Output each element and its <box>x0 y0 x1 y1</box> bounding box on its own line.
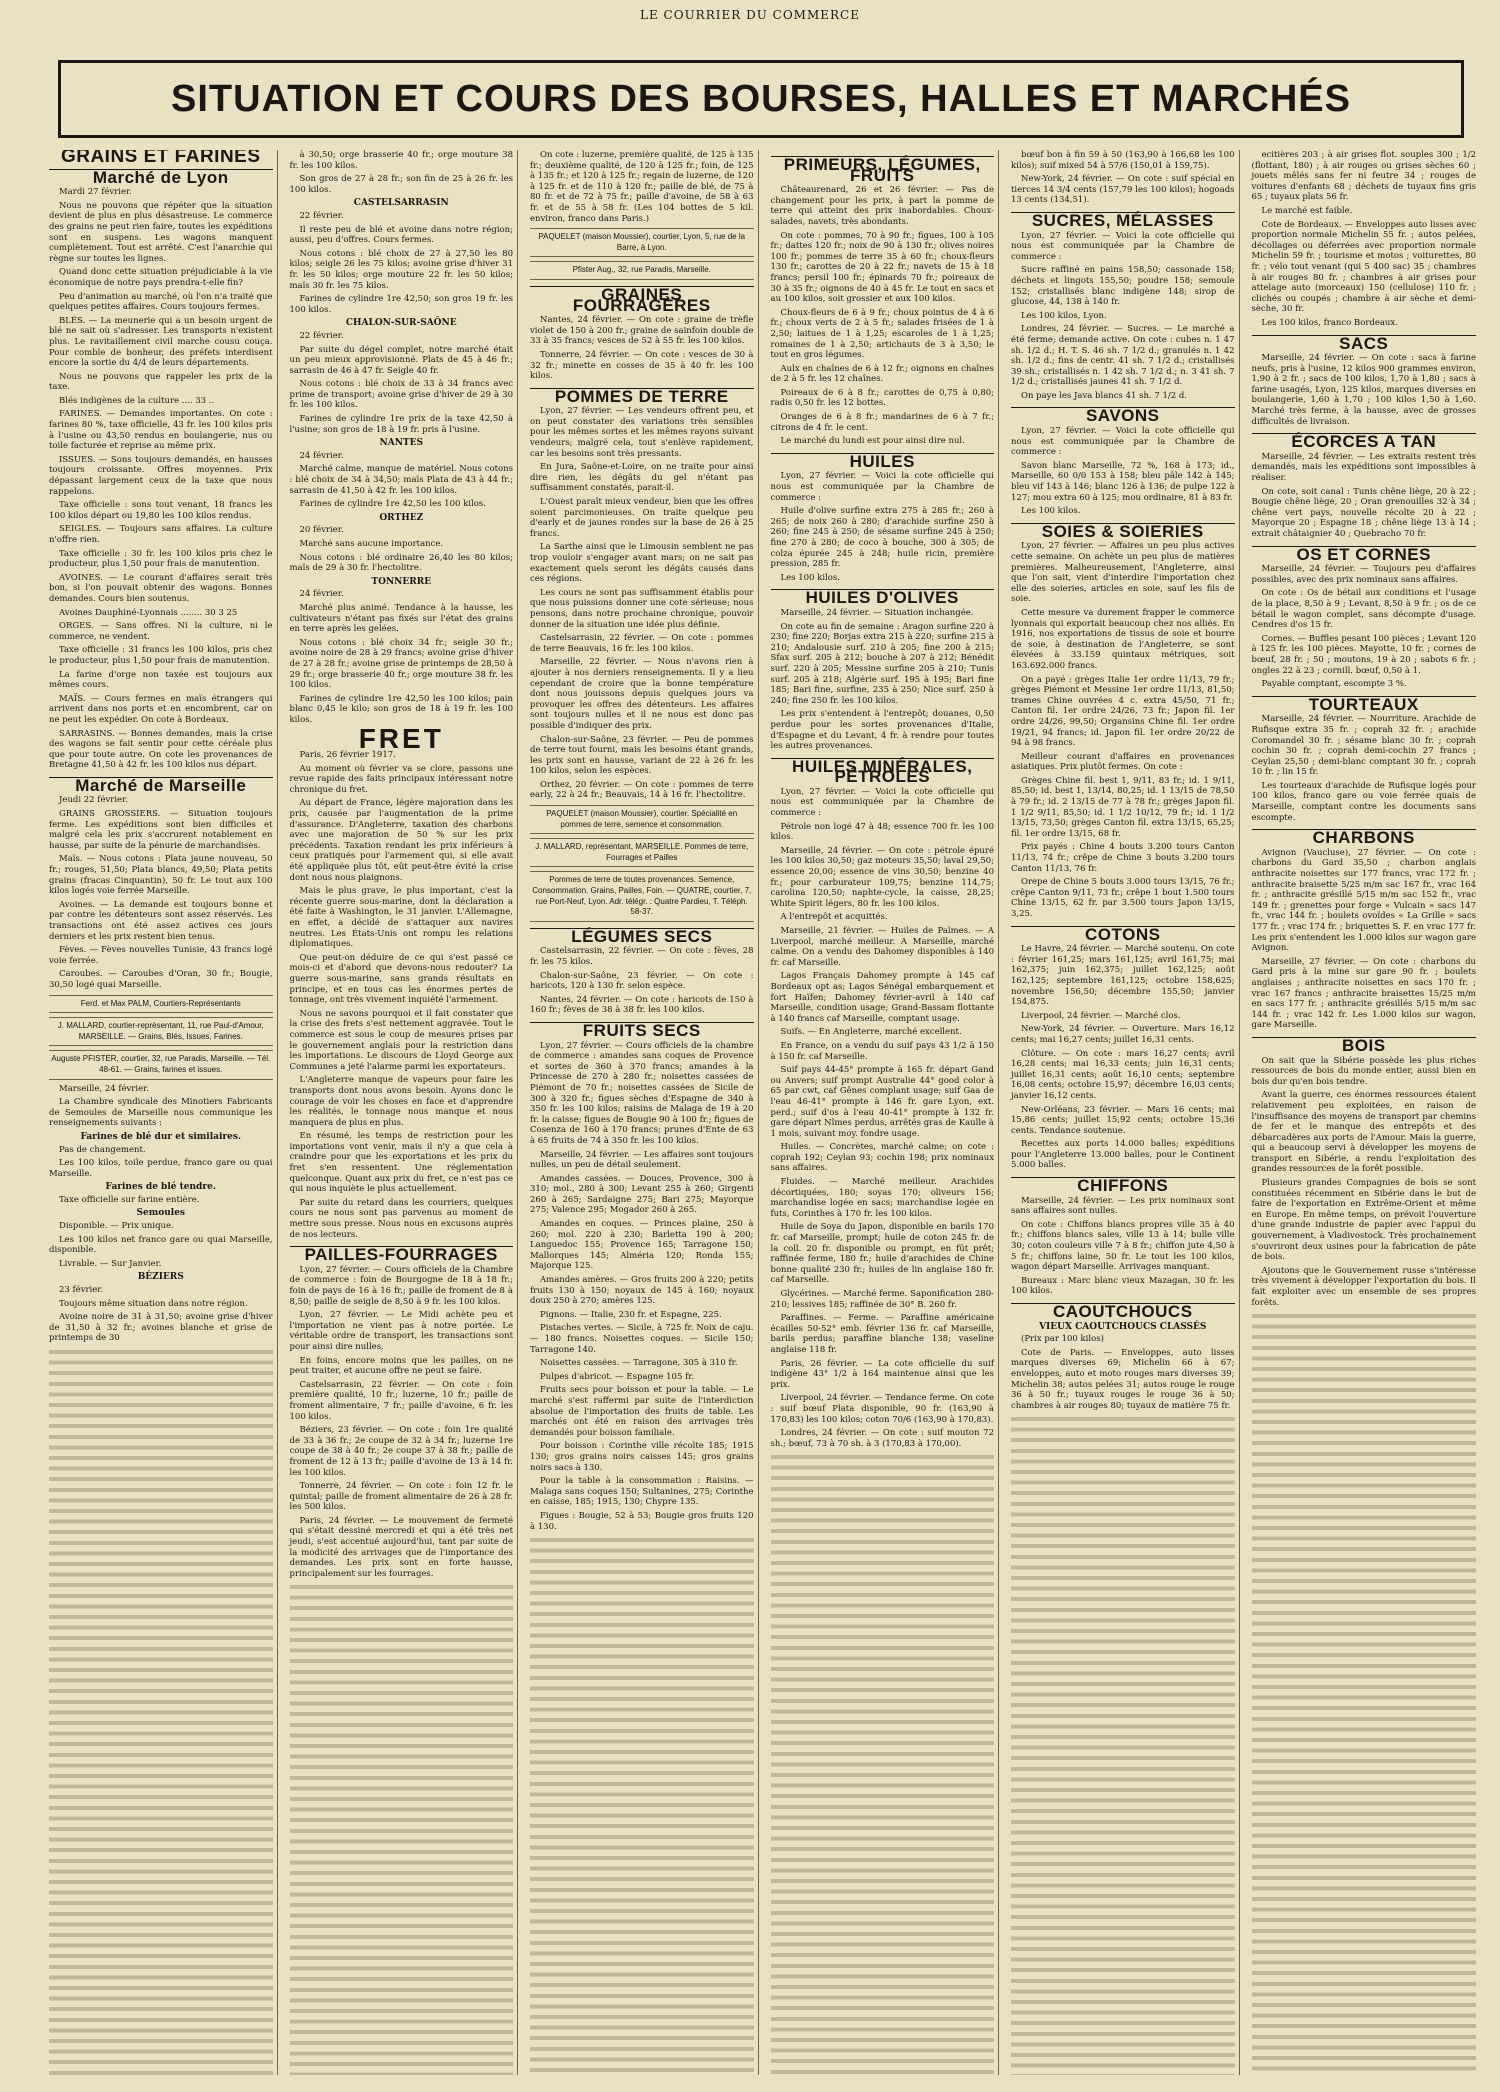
paragraph: Avoines Dauphiné-Lyonnais ........ 30 3 25 <box>59 607 238 618</box>
paragraph: La farine d'orge non taxée est toujours aux mêmes cours. <box>49 669 273 691</box>
paragraph: Grèges Chine fil. best 1, 9/11, 83 fr.; id. 1 9/11, 85,50; id. best 1, 13/14, 80,25; id. 1 13/15 de 78,50 à 79 fr.; id. 2 13/15 de 77 à 78 fr.; grèges Japon fil. 1 1/2 9/11, 85,50; id. 1 1/2 10/12, 79 fr.; id. 1 1/2 13/15, 73,50; grèges Canton fil. extra 13/15, 65,25; fil. 1er ordre 13/15, 68 fr. <box>1011 775 1235 839</box>
paragraph: Jeudi 22 février. <box>59 795 128 806</box>
paragraph: Lyon, 27 février. — Voici la cote officielle qui nous est communiquée par la Chambre de commerce : <box>1011 426 1235 458</box>
paragraph: Lyon, 27 février. — Affaires un peu plus actives cette semaine. On achète un peu plus de matières premières. Malheureusement, l'Angleterre, ainsi que l'on sait, vient d'interdire l'importation chez elle des soieries, articles en soie, sauf les fils de soie. <box>1011 541 1235 605</box>
paragraph: Ajoutons que le Gouvernement russe s'intéresse très vivement à développer l'exportation du bois. Il fait exploiter avec un ensemble de ses propres forêts. <box>1251 1265 1476 1308</box>
advertisement: Pfister Aug., 32, rue Paradis, Marseille. <box>530 261 754 280</box>
paragraph: 20 février. <box>299 525 344 536</box>
paragraph: Amandes amères. — Gros fruits 200 à 220; petits fruits 130 à 150; noyaux de 145 à 160; noyaux doux 250 à 270; amères 125. <box>530 1275 754 1307</box>
paragraph: Marseille, 27 février. — On cote : charbons du Gard pris à la mine sur gare 90 fr. ; boulets anglaises ; anthracite noisettes en sacs 170 fr. ; vrac 167 francs ; anthracite braisettes 15/25 m/m en sacs 177 fr. ; anthracite grésillés 5/15 m/m sac 144 fr. ; vrac 142 fr. Les 1.000 kilos sur wagon, gare Marseille. <box>1251 956 1476 1031</box>
paragraph: Caroubes. — Caroubes d'Oran, 30 fr.; Bougie, 30,50 logé quai Marseille. <box>49 969 273 990</box>
paragraph: Lyon, 27 février. — Voici la cote officielle qui nous est communiquée par la Chambre de commerce : <box>770 471 994 503</box>
paragraph: Marseille, 24 février. — Nourriture. Arachide de Rufisque extra 35 fr. ; coprah 32 fr. ; arachide Coromandel 30 fr. ; sésame blanc 30 fr. ; coprah cochin 30 fr. ; coprah demi-cochin 27 francs ; Ceylan 25,50 ; demi-blanc comptant 30 fr. ; coprah 10 fr. ; lin 15 fr. <box>1251 714 1476 778</box>
paragraph: AVOINES. — Le courant d'affaires serait très bon, si l'on pouvait obtenir des wagons. Bonnes demandes. Cours bien soutenus. <box>49 572 273 604</box>
paragraph: Castelsarrasin, 22 février. — On cote : foin première qualité, 10 fr.; luzerne, 10 fr.; paille de froment alimentaire, 7 fr.; paille d'avoine, 6 fr. les 100 kilos. <box>289 1379 513 1422</box>
paragraph: Farines de cylindre 1re 42,50 les 100 kilos. <box>299 499 486 510</box>
paragraph: Liverpool, 24 février. — Tendance ferme. On cote : suif bœuf Plata disponible, 90 fr. (163,90 à 170,83) les 100 kilos; coton 70/6 (163,90 à 170,83). <box>770 1393 994 1425</box>
paragraph: Peu d'animation au marché, où l'on n'a traité que quelques petites affaires. Cours toujours fermes. <box>49 291 273 313</box>
paragraph: Marseille, 24 février. — On cote : sacs à farine neufs, pris à l'usine, 12 kilos 900 grammes environ, 1,90 à 2 fr. ; sacs de 100 kilos, 1,70 à 1,80 ; sacs à farine usagés, Lyon, 125 kilos, marques diverses en boulangerie, 1,60 à 1,70 ; 100 kilos 1,50 à 1,60. Marché très ferme, à la hausse, avec de grosses difficultés de livraison. <box>1251 353 1476 427</box>
paragraph: Figues : Bougie, 52 à 53; Bougie gros fruits 120 à 130. <box>530 1510 754 1532</box>
section-heading: HUILES D'OLIVES <box>771 589 995 604</box>
banner-title: SITUATION ET COURS DES BOURSES, HALLES ET MARCHÉS <box>171 77 1351 120</box>
paragraph: Bureaux : Marc blanc vieux Mazagan, 30 fr. les 100 kilos. <box>1011 1275 1235 1297</box>
paragraph: Marseille, 24 février. — Toujours peu d'affaires possibles, avec des prix nominaux sans affaires. <box>1251 564 1476 585</box>
paragraph: Tonnerre, 24 février. — On cote : vesces de 30 à 32 fr.; minette en cosses de 35 à 40 fr. les 100 kilos. <box>530 349 754 382</box>
paragraph: 23 février. <box>59 1285 104 1296</box>
paragraph: Glycérines. — Marché ferme. Saponification 280-210; lessives 185; raffinée de 30° B. 260 fr. <box>770 1289 994 1310</box>
paragraph: Marseille, 24 février. — Les prix nominaux sont sans affaires sont nulles. <box>1011 1195 1235 1217</box>
paragraph: 22 février. <box>299 210 344 221</box>
paragraph: Fluides. — Marché meilleur. Arachides décortiquées, 180; soyas 170; oliveurs 156; marchandise logée en sacs; marchandise logée en futs, Corinthes à 170 fr. les 100 kilos. <box>770 1177 994 1219</box>
paragraph: Le Havre, 24 février. — Marché soutenu. On cote : février 161,25; mars 161,125; avril 161,75; mai 162,375; juin 162,375; juillet 162,125; août 162,125; septembre 161,125; octobre 158,625; novembre 156,50; décembre 155,50; janvier 154,875. <box>1011 944 1235 1008</box>
paragraph: MAÏS. — Cours fermes en maïs étrangers qui arrivent dans nos ports et en encombrent, car on ne peut les expédier. On cote à Bordeaux. <box>49 693 273 725</box>
paragraph: SEIGLES. — Toujours sans affaires. La culture n'offre rien. <box>49 524 273 545</box>
banner <box>58 60 1464 138</box>
paragraph: Nous ne savons pourquoi et il fait constater que la crise des frets s'est nettement aggravée. Tout le commerce est sous le coup de mesures prises par le gouvernement anglais pour la restriction dans les importations. Le discours de Lloyd George aux Communes a jeté l'alarme parmi les exportateurs. <box>289 1008 513 1072</box>
paragraph: ORGES. — Sans offres. Ni la culture, ni le commerce, ne vendent. <box>49 621 273 642</box>
column-6 <box>1248 150 1481 2075</box>
sub-heading: CASTELSARRASIN <box>353 198 449 209</box>
section-heading: FRET <box>358 722 444 754</box>
paragraph: L'Angleterre manque de vapeurs pour faire les transports dont nous avons besoin. Ayons donc le courage de voir les choses en face et d'apprendre les réalités, le tonnage nous manque et nous manquera de plus en plus. <box>289 1075 513 1128</box>
sub-heading: TONNERRE <box>371 576 432 587</box>
paragraph: Oranges de 6 à 8 fr.; mandarines de 6 à 7 fr.; citrons de 4 fr. le cent. <box>770 412 994 433</box>
paragraph: Le marché est faible. <box>1261 205 1353 216</box>
paragraph: 22 février. <box>299 330 344 341</box>
paragraph: Lagos Français Dahomey prompte à 145 caf Bordeaux opt as; Lagos Sénégal embarquement et fort Haïfen; Dahomey février-avril à 140 caf Marseille, condition usage; Grand-Bassam flottante à 140 francs caf Marseille, comptant usage. <box>770 971 994 1024</box>
section-heading: SUCRES, MÉLASSES <box>1011 212 1235 227</box>
paragraph: On cote : pommes, 70 à 90 fr.; figues, 100 à 105 fr.; dattes 120 fr.; noix de 90 à 130 fr.; olives noires 100 fr.; pommes de terre 35 à 60 fr.; choux-fleurs 130 fr.; carottes de 20 à 22 fr.; navets de 15 à 18 francs; persil 100 fr.; épinards 70 fr.; poireaux de 30 à 35 fr.; oignons de 40 à 45 fr. Le tout en sacs et au 100 kilos, soit grossier et aux 100 kilos. <box>770 230 994 305</box>
paragraph: Marseille, 22 février. — Nous n'avons rien à ajouter à nos derniers renseignements. Il y a lieu cependant de croire que la bonne température dont nous jouissons depuis quelques jours va provoquer les offres des détenteurs. Les affaires sont toujours nulles et il ne nous est donc pas possible d'indiquer des prix. <box>530 657 754 731</box>
paragraph: Fruits secs pour boisson et pour la table. — Le marché s'est raffermi par suite de l'interdiction absolue de l'importation des fruits de table. Les marchés ont été en raison des arrivages très demandés pour boisson familiale. <box>530 1385 754 1438</box>
paragraph: En résumé, les temps de restriction pour les importations vont venir, mais il n'y a que cela à craindre pour que les exportations et les prix du fret s'en ressentent. Une réglementation quelconque. Quant aux prix du fret, ce n'est pas ce qui nous inquiète le plus actuellement. <box>289 1131 513 1195</box>
paragraph: ISSUES. — Sons toujours demandés, en hausses toujours croissante. Offres moyennes. Prix dépassant largement ceux de la taxe que nous rappelons. <box>49 454 273 497</box>
paragraph: Nous ne pouvons que rappeler les prix de la taxe. <box>49 371 273 393</box>
paragraph: GRAINS GROSSIERS. — Situation toujours ferme. Les expéditions sont bien difficiles et malgré cela les prix s'accrurent notablement en hausse, par suite de la pénurie de marchandises. <box>49 809 273 851</box>
paragraph: Farines de cylindre 1re 42,50 les 100 kilos; pain blanc 0,45 le kilo; son gros de 18 à 19 fr. les 100 kilos. <box>289 693 513 725</box>
paragraph: Amandes en coques. — Princes plaine, 250 à 260; mol. 220 à 230; Barletta 190 à 200; Languedoc 155; Provence 165; Tarragone 150; Mallorques 145; Alméria 120; Ronda 155; Majorque 125. <box>530 1219 754 1272</box>
section-heading: BOIS <box>1252 1037 1477 1052</box>
paragraph: Cote de Paris. — Enveloppes, auto lisses marques diverses 69; Michelin 66 à 67; enveloppes, auto et moto rouges mars diverses 39; Michelin 38; autos pelées 31; autos rouge le rouge 36 à 50 fr.; tuyaux rouges le rouge 36 à 50; chambres à air rouges 80; tuyaux de matière 75 fr. <box>1011 1347 1235 1411</box>
paragraph: Taxe officielle : sons tout venant, 18 francs les 100 kilos départ ou 19,80 les 100 kilos rendus. <box>49 500 273 521</box>
sub-heading: VIEUX CAOUTCHOUCS CLASSÉS <box>1039 1321 1207 1332</box>
paragraph: à 30,50; orge brasserie 40 fr.; orge mouture 38 fr. les 100 kilos. <box>289 150 513 171</box>
paragraph: Avant la guerre, ces énormes ressources étaient relativement peu exploitées, en raison de l'insuffisance des moyens de transport par chemins de fer et le manque des entrepôts et des débarcadères aux ports de l'Amour. Mais la guerre, qui a beaucoup servi à développer les moyens de transport en Sibérie, a rendu l'exploitation des grandes ressources de la forêt possible. <box>1251 1090 1476 1175</box>
section-heading: PAILLES-FOURRAGES <box>290 1246 514 1261</box>
section-heading: SACS <box>1252 335 1477 350</box>
paragraph: Marché sans aucune importance. <box>299 539 444 549</box>
paragraph: FARINES. — Demandes importantes. On cote : farines 80 %, taxe officielle, 43 fr. les 100 kilos pris à l'usine ou 43,50 rendus en boulangerie, nus ou toile facturée et reprise au même prix. <box>49 409 273 452</box>
paragraph: Maïs. — Nous cotons : Plata jaune nouveau, 50 fr.; rouges, 51,50; Plata blancs, 49,50; Plata petits grains (fracas Cinquantin), 50 fr. Le tout aux 100 kilos logés voie ferrée Marseille. <box>49 854 273 897</box>
column-5 <box>1007 150 1240 2075</box>
column-2 <box>286 150 519 2075</box>
paragraph: Le marché du lundi est pour ainsi dire nul. <box>780 436 965 447</box>
paragraph: Chalon-sur-Saône, 23 février. — On cote : haricots, 120 à 130 fr. selon espèce. <box>530 970 754 992</box>
paragraph: A l'entrepôt et acquittés. <box>780 912 888 923</box>
paragraph: Nantes, 24 février. — On cote : haricots de 150 à 160 fr.; fèves de 38 à 38 fr. les 100 kilos. <box>530 994 754 1016</box>
paragraph: Lyon, 27 février. — Cours officiels de la chambre de commerce : amandes sans coques de Provence et sortes de 360 à 370 francs; amandes à la Princesse de 270 à 280 fr.; noisettes cassées de Piémont de 70 fr.; noisettes cassées de Sicile de 300 à 320 fr.; figues sèches d'Espagne de 340 à 350 fr. les 100 kilos; raisins de Malaga de 19 à 20 fr. la caisse; figues de Bougie 90 à 100 fr.; figues de Cosenza de 160 à 170 francs; prunes d'Ente de 63 à 65 fruits de 74 à 350 fr. les 100 kilos. <box>530 1040 754 1146</box>
sub-heading: BÉZIERS <box>137 1272 184 1283</box>
paragraph: Mardi 27 février. <box>59 187 132 198</box>
paragraph: Avoines. — La demande est toujours bonne et par contre les détenteurs sont assez réservés. Les transactions ont été assez actives ces jours derniers et les prix restent bien tenus. <box>49 899 273 942</box>
paragraph: Chalon-sur-Saône, 23 février. — Peu de pommes de terre tout fourni, mais les besoins étant grands, les prix sont en hausse, variant de 22 à 26 fr. les 100 kilos, selon les espèces. <box>530 734 754 777</box>
paragraph: Les 100 kilos. <box>780 572 840 583</box>
paragraph: Nous ne pouvons que répéter que la situation devient de plus en plus désastreuse. Le commerce des grains ne peut rien faire, toutes les expéditions sont en suspens. Les wagons manquent complètement. Tout est arrêté. C'est l'anarchie qui règne sur toutes les lignes. <box>49 200 273 264</box>
section-heading: CAOUTCHOUCS <box>1011 1303 1235 1318</box>
paragraph: New-York, 24 février. — Ouverture. Mars 16,12 cents; mai 16,27 cents; juillet 16,31 cents. <box>1011 1024 1235 1045</box>
paragraph: Meilleur courant d'affaires en provenances asiatiques. Prix plutôt fermes. On cote : <box>1011 751 1235 773</box>
continued-text-lines <box>771 1452 995 2075</box>
paragraph: Paris, 26 février. — La cote officielle du suif indigène 43° 1/2 à 164 maintenue ainsi que les prix. <box>770 1358 994 1390</box>
sub-heading: ORTHEZ <box>379 512 424 523</box>
section-heading: HUILES MINÉRALES, PÉTROLES <box>771 758 995 783</box>
paragraph: Marseille, 24 février. — Les extraits restent très demandés, mais les expéditions sont impossibles à réaliser. <box>1251 451 1476 484</box>
section-heading: CHIFFONS <box>1011 1177 1235 1192</box>
paragraph: Castelsarrasin, 22 février. — On cote : fèves, 28 fr. les 75 kilos. <box>530 946 754 967</box>
paragraph: Pas de changement. <box>59 1144 146 1155</box>
advertisement: Ferd. et Max PALM, Courtiers-Représentants <box>49 995 273 1014</box>
section-heading: GRAINES FOURRAGÈRES <box>530 286 754 311</box>
paragraph: Nous cotons : blé choix de 27 à 27,50 les 80 kilos; seigle 26 les 75 kilos; avoine grise d'hiver 31 fr. les 50 kilos; orge mouture 22 fr. les 50 kilos; maïs 30 fr. les 75 kilos. <box>289 248 513 291</box>
section-heading: SOIES & SOIERIES <box>1011 523 1235 538</box>
paragraph: Farines de cylindre 1re prix de la taxe 42,50 à l'usine; son gros de 18 à 19 fr. pris à l'usine. <box>289 414 513 435</box>
paragraph: Il reste peu de blé et avoine dans notre région; aussi, peu d'offres. Cours fermes. <box>289 224 513 246</box>
advertisement: PAQUELET (maison Moussier), courtier. Spécialité en pommes de terre, semence et consommation. <box>530 805 754 834</box>
paragraph: Livrable. — Sur Janvier. <box>59 1258 162 1269</box>
paragraph: ecitières 203 ; à air grises flot. souples 300 ; 1/2 (flottant, 180) ; à air rouges ou grises sèches 60 ; jouets mêlés sans fer ni feutre 34 ; rouges de voitures d'enfants 68 ; déchets de tuyaux fins gris 65 ; tuyaux plats 56 fr. <box>1251 150 1476 203</box>
section-heading: LÉGUMES SECS <box>530 928 754 943</box>
paragraph: Au moment où février va se clore, passons une revue rapide des faits principaux intéressant notre chronique du fret. <box>289 763 513 795</box>
paragraph: On cote, soit canal : Tunis chêne liège, 20 à 22 ; Bougie chêne liège, 20 ; Oran grenouilles 32 à 34 ; chêne vert pays, nouvelle récolte 20 à 22 ; Mayorque 20 ; Espagne 18 ; chêne liège 13 à 14 ; extrait châtaignier 40 ; Quebracho 70 fr. <box>1251 486 1476 539</box>
paragraph: Blés indigènes de la culture .... 33 .. <box>59 395 215 406</box>
section-heading: ÉCORCES A TAN <box>1252 433 1477 448</box>
paragraph: Lyon, 27 février. — Le Midi achète peu et l'importation ne vient pas à notre portée. Le véritable ordre de transport, les transactions sont pour ainsi dire nulles. <box>289 1310 513 1352</box>
paragraph: Les 100 kilos, franco Bordeaux. <box>1261 317 1398 328</box>
paragraph: En Jura, Saône-et-Loire, on ne traite pour ainsi dire rien, les dégâts du gel n'étant pas suffisamment constatés, parait-il. <box>530 462 754 494</box>
paragraph: Aulx en chaînes de 6 à 12 fr.; oignons en chaînes de 2 à 5 fr. les 12 chaînes. <box>770 363 994 385</box>
paragraph: Taxe officielle : 31 francs les 100 kilos, pris chez le producteur, plus 1,50 pour frais de manutention. <box>49 645 273 666</box>
paragraph: Les cours ne sont pas suffisamment établis pour que nous puissions donner une cote sérieuse; nous pensons, dans notre prochaine chronique, pouvoir donner de la situation une idée plus définie. <box>530 587 754 630</box>
paragraph: Marseille, 24 février. — Situation inchangée. <box>780 607 974 618</box>
advertisement: J. MALLARD, courtier-représentant, 11, rue Paul-d'Amour, MARSEILLE. — Grains, Blés, Issues, Farines. <box>49 1017 273 1046</box>
running-head: LE COURRIER DU COMMERCE <box>640 8 860 22</box>
paragraph: Cette mesure va durement frapper le commerce lyonnais qui exportait beaucoup chez nos alliés. En 1916, nos exportations de tissus de soie et bourre de soie, à destination de l'Angleterre, se sont élevées à 33.159 quintaux métriques, soit 163.692.000 francs. <box>1011 607 1235 671</box>
paragraph: Lyon, 27 février. — Voici la cote officielle qui nous est communiquée par la Chambre de commerce : <box>770 786 994 819</box>
paragraph: Sucre raffiné en pains 158,50; cassonade 158; déchets et lingots 155,50; poudre 158; semoule 152; cristallisés blanc indigène 148; sirop de glucose, 44, 138 à 140 fr. <box>1011 265 1235 308</box>
paragraph: BLÉS. — La meunerie qui a un besoin urgent de blé ne sait où s'adresser. Les transports n'existent plus. Le ravitaillement civil marche cousu couça. Pour comble de bonheur, des préfets interdisent encore la sortie du 4/4 de leurs départements. <box>49 315 273 369</box>
paragraph: Londres, 24 février. — Sucres. — Le marché a été ferme; demande active. On cote : cubes n. 1 47 sh. 1/2 d.; H. T. S. 46 sh. 7 1/2 d.; granulés n. 1 42 sh. 1/2 d.; fins de centr. 41 sh. 7 1/2 d.; cristallisés 39 sh.; cristallisés n. 1 42 sh. 7 1/2 d.; n. 3 41 sh. 7 1/2 d.; cristallisés jaunes 41 sh. 7 1/2 d. <box>1011 324 1235 388</box>
paragraph: Nantes, 24 février. — On cote : graine de trèfle violet de 150 à 200 fr.; graine de sainfoin double de 33 à 35 francs; vesces de 52 à 55 fr. les 100 kilos. <box>530 315 754 347</box>
paragraph: SARRASINS. — Bonnes demandes, mais la crise des wagons se fait sentir pour cette céréale plus que pour toute autre. On cote les provenances de Bretagne 41,50 à 42 fr. les 100 kilos nus départ. <box>49 728 273 771</box>
paragraph: L'Ouest paraît mieux vendeur, bien que les offres soient parcimonieuses. On traite quelque peu d'early et de jaunes rondes sur la base de 26 à 25 francs. <box>530 497 754 539</box>
sub-heading: Semoules <box>136 1208 185 1219</box>
column-1 <box>45 150 278 2075</box>
sub-heading: CHALON-SUR-SAÔNE <box>345 318 457 329</box>
section-heading: HUILES <box>771 453 995 468</box>
paragraph: En France, on a vendu du suif pays 43 1/2 à 150 à 150 fr. caf Marseille. <box>770 1040 994 1062</box>
paragraph: Taxe officielle : 30 fr. les 100 kilos pris chez le producteur, plus 1,50 pour frais de manutention. <box>49 548 273 570</box>
paragraph: Paris, 24 février. — Le mouvement de fermeté qui s'était dessiné mercredi et qui a été très net jeudi, s'est accentué aujourd'hui, tant par suite de la modicité des arrivages que de l'importance des demandes. Les prix sont en forte hausse, principalement sur les fourrages. <box>289 1515 513 1579</box>
paragraph: Nous cotons : blé choix de 33 à 34 francs avec prime de transport; avoine grise d'hiver de 29 à 30 fr. les 100 kilos. <box>289 379 513 411</box>
paragraph: Amandes cassées. — Douces, Provence, 300 à 310; mol., 280 à 300; Levant 255 à 260; Girgenti 260 à 265; Sardaigne 275; Bari 275; Mayorque 275; Valence 295; Mogador 260 à 265. <box>530 1173 754 1216</box>
continued-text-lines <box>530 1535 754 2075</box>
paragraph: Pignons. — Italie, 230 fr. et Espagne, 225. <box>540 1309 722 1320</box>
paragraph: Les 100 kilos. <box>1021 506 1081 517</box>
paragraph: Liverpool, 24 février. — Marché clos. <box>1021 1010 1181 1021</box>
paragraph: Par suite du dégel complet, notre marché était un peu mieux approvisionné. Plats de 45 à 46 fr.; sarrasin de 46 à 47 fr. Seigle 40 fr. <box>289 344 513 376</box>
paragraph: Au départ de France, légère majoration dans les prix, causée par l'augmentation de la prime d'assurance. D'Angleterre, taxation des charbons avec une majoration de 50 % sur les prix précédents. Taxation rendant les prix inférieurs à ceux pratiqués pour l'armement qui, si elle avait été appliquée plus tôt, eût peut-être évité la crise dont nous nous plaignons. <box>289 798 513 883</box>
paragraph: Taxe officielle sur farine entière. <box>59 1194 200 1205</box>
paragraph: (Prix par 100 kilos) <box>1021 1334 1104 1345</box>
paragraph: On cote : Os de bétail aux conditions et l'usage de la place, 8,50 à 9 ; Levant, 8,50 à 9 fr. ; os de ce bétail le wagon complet, sans décompte d'usage. Cendres d'os 15 fr. <box>1251 588 1476 631</box>
column-4 <box>767 150 1000 2075</box>
paragraph: Huile d'olive surfine extra 275 à 285 fr.; 260 à 265; de noix 260 à 280; d'arachide surfine 250 à 260; fine 245 à 250; de sésame surfine 245 à 250; fine 270 à 280; de coco à bouche, 300 à 305; de colza épurée 245 à 248; huile ricin, première pression, 285 fr. <box>770 506 994 570</box>
paragraph: Nous cotons : blé choix 34 fr.; seigle 30 fr.; avoine noire de 28 à 29 francs; avoine grise d'hiver de 27 à 28 fr.; avoine grise de printemps de 28,50 à 29 fr.; orge brasserie 40 fr.; orge mouture 38 fr. les 100 kilos. <box>289 637 513 691</box>
paragraph: Tonnerre, 24 février. — On cote : foin 12 fr. le quintal; paille de froment alimentaire de 26 à 28 fr. les 500 kilos. <box>289 1481 513 1513</box>
paragraph: Pour boisson : Corinthe ville récolte 185; 1915 130; gros grains noirs caisses 145; gros grains noirs sacs à 130. <box>530 1441 754 1473</box>
paragraph: Paris, 26 février 1917. <box>299 750 396 761</box>
paragraph: Londres, 24 février. — On cote : suif mouton 72 sh.; bœuf, 73 à 70 sh. à 3 (170,83 à 170,00). <box>770 1428 994 1449</box>
paragraph: Fèves. — Fèves nouvelles Tunisie, 43 francs logé voie ferrée. <box>49 945 273 966</box>
section-heading: FRUITS SECS <box>530 1022 754 1037</box>
paragraph: Pistaches vertes. — Sicile, à 725 fr. Noix de caju. — 180 francs. Noisettes coques. — Sicile 150; Tarragone 140. <box>530 1323 754 1355</box>
paragraph: Noisettes cassées. — Tarragone, 305 à 310 fr. <box>540 1358 738 1369</box>
paragraph: New-York, 24 février. — On cote : suif spécial en tierces 14 3/4 cents (157,79 les 100 kilos); hogoads 13 cents (134,51). <box>1011 174 1235 206</box>
columns-grid <box>45 150 1480 2075</box>
paragraph: La Sarthe ainsi que le Limousin semblent ne pas trop vouloir s'engager avant mars; on ne sait pas exactement quels seront les dégâts causés dans ces régions. <box>530 542 754 585</box>
paragraph: Les 100 kilos, Lyon. <box>1021 310 1107 321</box>
continued-text-lines <box>1011 1414 1235 2075</box>
paragraph: On paye les Java blancs 41 sh. 7 1/2 d. <box>1021 390 1187 401</box>
paragraph: Les prix s'entendent à l'entrepôt; douanes, 0,50 perdue pour les sortes provenances d'Italie, d'Espagne et du Levant, 4 fr. à rendre pour toutes les autres provenances. <box>770 709 994 752</box>
paragraph: On a payé : grèges Italie 1er ordre 11/13, 79 fr.; grèges Piémont et Messine 1er ordre 11/13, 81,50; trames Chine ouvrées 4 c. extra 45/50, 71 fr.; Canton fil. 1er ordre 24/26, 73 fr.; Japon fil. 1er ordre 24/26, 99,50; Organsins Chine fil. 1er ordre 19/21, 94 francs; id. Japon fil. 1er ordre 20/22 de 94 à 98 francs. <box>1011 674 1235 749</box>
paragraph: Plusieurs grandes Compagnies de bois se sont constituées récemment en Sibérie dans le but de faire de l'exportation en Extrême-Orient et même en Europe. En même temps, on prévoit l'ouverture d'une grande industrie de papier avec l'appui du gouvernement, à Vladivostock. Très prochainement s'ouvriront deux usines pour la fabrication de pâte de bois. <box>1251 1178 1476 1263</box>
paragraph: Nous cotons : blé ordinaire 26,40 les 80 kilos; maïs de 29 à 30 fr. l'hectolitre. <box>289 552 513 574</box>
section-heading: TOURTEAUX <box>1252 696 1477 711</box>
sub-heading: Farines de blé dur et similaires. <box>80 1131 242 1142</box>
paragraph: Marché calme, manque de matériel. Nous cotons : blé choix de 34 à 34,50; maïs Plata de 43 à 44 fr.; sarrasin de 41,50 à 42 fr. les 100 kilos. <box>289 464 513 496</box>
advertisement: Auguste PFISTER, courtier, 32, rue Paradis, Marseille. — Tél. 48-61. — Grains, farines et issues. <box>49 1050 273 1079</box>
paragraph: La Chambre syndicale des Minotiers Fabricants de Semoules de Marseille nous communique les renseignements suivants : <box>49 1097 273 1129</box>
paragraph: Marseille, 21 février. — Huiles de Palmes. — A Liverpool, marché meilleur. A Marseille, marché calme. On a vendu des Dahomey disponibles à 140 fr. caf Marseille. <box>770 926 994 968</box>
paragraph: Suif pays 44-45° prompte à 165 fr. départ Gand ou Anvers; suif prompt Australie 44° good color à 65 par cwt, caf Gênes complant usage; suif Gaa de l'eau 46-41° prompte à 146 fr. gare Lyon, ext. perd.; suif d'os à l'eau 40-41° prompte à 132 fr. gare départ Nîmes perdus, arrêtés gras de Kaulle à 1 mois, suivant moy. fondre usage. <box>770 1065 994 1139</box>
paragraph: Châteaurenard, 26 et 26 février. — Pas de changement pour les prix, à part la pomme de terre qui atteint des prix inabordables. Choux-salades, navets, très abondants. <box>770 185 994 227</box>
paragraph: Marseille, 24 février. — On cote : pétrole épuré les 100 kilos 30,50; gaz moteurs 35,50; laval 29,50; essence 20,00; essence de vins 30,50; benzine 40 fr.; pour carburateur 109,75; benzine 114,75; carolina 120,50; naphte-cycle, la caisse, 28,25; White Spirit légers, 80 fr. les 100 kilos. <box>770 845 994 909</box>
paragraph: 24 février. <box>299 450 344 461</box>
sub-heading: NANTES <box>379 438 423 449</box>
paragraph: Clôture. — On cote : mars 16,27 cents; avril 16,28 cents; mai 16,33 cents; juin 16,31 cents; juillet 16,31 cents; août 16,10 cents; septembre 16,08 cents; octobre 15,97; décembre 16,03 cents; janvier 16,12 cents. <box>1011 1048 1235 1101</box>
paragraph: Suifs. — En Angleterre, marché excellent. <box>780 1027 962 1038</box>
section-heading: POMMES DE TERRE <box>530 388 754 403</box>
paragraph: Mais le plus grave, le plus important, c'est la récente guerre sous-marine, dont la déclaration a été faite à Washington, le 31 janvier. L'Allemagne, en effet, a décidé de s'attaquer aux navires neutres. Les États-Unis ont rompu les relations diplomatiques. <box>289 886 513 950</box>
paragraph: On cote au fin de semaine : Aragon surfine 220 à 230; fine 220; Borjas extra 215 à 220; surfine 215 à 210; Andalousie surf. 210 à 205; fine 200 à 215; Sfax surf. 205 à 212; bouche à 207 à 212; Bénédit surf. 220 à 205; Messine surfine 205 à 210; Tunis surf. 205 à 218; Algérie surf. 195 à 195; Bari fine 185; Bari fine, surfine, 235 à 250; Nice surf. 250 à 240; fine 250 fr. les 100 kilos. <box>770 621 994 706</box>
paragraph: Castelsarrasin, 22 février. — On cote : pommes de terre Beauvais, 16 fr. les 100 kilos. <box>530 633 754 654</box>
paragraph: New-Orléans, 23 février. — Mars 16 cents; mai 15,86 cents; juillet 15,92 cents; octobre 15,36 cents. Tendance soutenue. <box>1011 1104 1235 1136</box>
continued-text-lines <box>290 1582 514 2075</box>
paragraph: bœuf bon à fin 59 à 50 (163,90 à 166,68 les 100 kilos); suif mixed 54 à 57/6 (150,01 à 159,75). <box>1011 150 1235 171</box>
paragraph: Avoine noire de 31 à 31,50; avoine grise d'hiver de 31,50 à 32 fr.; avoines blanche et grise de printemps de 30 <box>49 1312 273 1344</box>
paragraph: 24 février. <box>299 589 344 600</box>
sub-heading: Farines de blé tendre. <box>105 1182 216 1193</box>
paragraph: Huiles. — Concrètes, marché calme; on cote : coprah 192; Ceylan 93; cochin 198; prix nominaux sans affaires. <box>770 1142 994 1174</box>
paragraph: Marché plus animé. Tendance à la hausse, les cultivateurs n'étant pas fixés sur l'état des grains en terre après les gelées. <box>289 602 513 635</box>
paragraph: Quand donc cette situation préjudiciable à la vie économique de notre pays prendra-t-elle fin? <box>49 267 273 288</box>
paragraph: En foins, encore moins que les pailles, on ne peut traiter, et aucune offre ne peut se faire. <box>289 1355 513 1377</box>
paragraph: Béziers, 23 février. — On cote : foin 1re qualité de 33 à 36 fr.; 2e coupe de 32 à 34 fr.; luzerne 1re coupe de 38 à 40 fr.; 2e coupe 37 à 38 fr.; paille de froment de 12 à 13 fr.; paille d'avoine de 13 à 14 fr. les 100 kilos. <box>289 1425 513 1478</box>
paragraph: Les 100 kilos net franco gare ou quai Marseille, disponible. <box>49 1234 273 1256</box>
paragraph: Disponible. — Prix unique. <box>59 1221 174 1232</box>
section-heading: PRIMEURS, LÉGUMES, FRUITS <box>771 156 995 181</box>
paragraph: Les tourteaux d'arachide de Rufisque logés pour 100 kilos, franco gare ou voie ferrée quais de Marseille, comptant contre les documents sans escompte. <box>1251 780 1476 823</box>
section-heading: Marché de Marseille <box>49 777 273 792</box>
paragraph: Cote de Bordeaux. — Enveloppes auto lisses avec proportion normale Michelin 55 fr. ; autos pelées, décollages ou déferrées avec proportion normale Michelin 59 fr. ; tourisme et motos ; voiturettes, 80 fr. ; vélo tout venant (qui 5 400 sac) 35 ; chambres à air rouges 80 fr. ; chambres à air grises pour attelage auto (morceaux) 150 (cellulose) 110 fr. ; clichés ou coupés ; chambre à air sèche et demi-sèche, 30 fr. <box>1251 219 1476 315</box>
paragraph: Paraffines. — Ferme. — Paraffine américaine écailles 50-52° emb. février 136 fr. caf Marseille, barils perdus; paraffine blanche 138; vaseline anglaise 118 fr. <box>770 1313 994 1355</box>
advertisement: J. MALLARD, représentant, MARSEILLE. Pommes de terre, Fourrages et Pailles <box>530 838 754 867</box>
paragraph: On cote : luzerne, première qualité, de 125 à 135 fr.; deuxième qualité, de 120 à 125 fr.; foin, de 125 à 135 fr.; et 120 à 125 fr.; regain de luzerne, de 120 à 125 fr. et de 110 à 120 fr.; paille de blé, de 75 à 80 fr. et de 72 à 75 fr.; paille d'avoine, de 58 à 63 fr. et de 55 à 58 fr. (Les 104 bottes de 5 kil. environ, franco dans Paris.) <box>530 150 754 224</box>
paragraph: Savon blanc Marseille, 72 %, 168 à 173; id., Marseille, 60 0/0 153 à 158; bleu pâle 142 à 145; bleu vif 143 à 146; blanc 126 à 136; de pulpe 122 à 127; mou extra 60 à 125; mou ordinaire, 81 à 83 fr. <box>1011 460 1235 503</box>
paragraph: Les 100 kilos, toile perdue, franco gare ou quai Marseille. <box>49 1158 273 1179</box>
paragraph: Lyon, 27 février. — Cours officiels de la Chambre de commerce : foin de Bourgogne de 18 à 18 fr.; foin de pays de 16 à 16 fr.; paille de froment de 8 à 8,50; paille de seigle de 8,50 à 9 fr. les 100 kilos. <box>289 1264 513 1307</box>
section-heading: COTONS <box>1011 926 1235 941</box>
paragraph: Avignon (Vaucluse), 27 février. — On cote : charbons du Gard 35,50 ; charbon anglais anthracite noisettes sur 177 francs, vrac 172 fr. ; anthracite braisette 5/25 m/m sac 167 fr., vrac 164 fr. ; anthracite grésillé 5/15 m/m sac 152 fr., vrac 149 fr. ; grenettes pour forge « Vulcain » sacs 147 fr., vrac 144 fr. ; boulets ovoïdes « La Grille » sacs 177 fr. ; vrac 174 fr. ; briquettes S. F. en vrac 177 fr. Les prix s'entendent les 1.000 kilos sur wagon gare Avignon. <box>1251 847 1476 954</box>
paragraph: Payable comptant, escompte 3 %. <box>1261 679 1407 690</box>
continued-text-lines <box>1252 1311 1477 2075</box>
paragraph: On cote : Chiffons blancs propres ville 35 à 40 fr.; chiffons blancs sales, ville 13 à 14; bulle ville 30; coton couleurs ville 7 à 8 fr.; chiffon jute 4,50 à 5 fr.; chiffons laine, 50 fr. Le tout les 100 kilos, wagon départ Marseille. Arrivages manquant. <box>1011 1219 1235 1273</box>
paragraph: Marseille, 24 février. — Les affaires sont toujours nulles, un peu de détail seulement. <box>530 1149 754 1171</box>
paragraph: Marseille, 24 février. <box>59 1083 149 1094</box>
paragraph: Recettes aux ports 14.000 balles; expéditions pour l'Angleterre 13.000 balles, pour le Continent 5.000 balles. <box>1011 1139 1235 1171</box>
paragraph: Lyon, 27 février. — Voici la cote officielle qui nous est communiquée par la Chambre de commerce : <box>1011 230 1235 262</box>
paragraph: Choux-fleurs de 6 à 9 fr.; choux pointus de 4 à 6 fr.; choux verts de 2 à 5 fr.; salades frisées de 1 à 2,50; laitues de 1 à 1,25; escaroles de 1 à 1,25; romaines de 1 à 2,50; artichauts de 3 à 3,50; le tout en gros légumes. <box>770 307 994 361</box>
section-heading: OS ET CORNES <box>1252 546 1477 561</box>
paragraph: Prix payés : Chine 4 bouts 3.200 tours Canton 11/13, 74 fr.; crêpe de Chine 3 bouts 3.200 tours Canton 11/13, 76 fr. <box>1011 842 1235 874</box>
advertisement: Pommes de terre de toutes provenances. Semence, Consommation. Grains, Pailles, Foin. — QUATRE, courtier, 7, rue Port-Neuf, Lyon. Adr. télégr. : Quatre Pardieu, T. Téléph. 58-37. <box>530 871 754 921</box>
section-heading: Marché de Lyon <box>49 169 273 184</box>
paragraph: Farines de cylindre 1re 42,50; son gros 19 fr. les 100 kilos. <box>289 294 513 315</box>
paragraph: Huile de Soya du Japon, disponible en barils 170 fr. caf Marseille, prompt; huile de coton 245 fr. de la coll. 20 fr. disponible ou prompt, en fût prêt; raffinée ferme, 180 fr.; huile d'arachides de Chine bonne qualité 230 fr.; huiles de lin anglaise 180 fr. caf Marseille. <box>770 1222 994 1286</box>
paragraph: Lyon, 27 février. — Les vendeurs offrent peu, et on peut constater des variations très sensibles pour les mêmes sortes et les mêmes rayons suivant vendeurs; malgré cela, tout s'enlève rapidement, car les besoins sont très pressants. <box>530 406 754 459</box>
paragraph: Orepe de Chine 5 bouts 3.000 tours 13/15, 76 fr.; crêpe Canton 9/11, 73 fr.; crêpe 1 bout 1.500 tours Chine 13/15, 62 fr. par 3.500 tours Japon 13/15, 3,25. <box>1011 877 1235 919</box>
paragraph: Par suite du retard dans les courriers, quelques cours ne nous sont pas parvenus au moment de mettre sous presse. Nous nous en excusons auprès de nos lecteurs. <box>289 1197 513 1240</box>
section-heading: CHARBONS <box>1252 829 1477 844</box>
paragraph: Pour la table à la consommation : Raisins. — Malaga sans coques 150; Sultanines, 275; Corinthe en caisse, 185; 1915, 130; Chypre 135. <box>530 1476 754 1508</box>
paragraph: Pétrole non logé 47 à 48; essence 700 fr. les 100 kilos. <box>770 821 994 843</box>
paragraph: Pulpes d'abricot. — Espagne 105 fr. <box>540 1371 695 1382</box>
paragraph: Son gros de 27 à 28 fr.; son fin de 25 à 26 fr. les 100 kilos. <box>289 174 513 195</box>
paragraph: Que peut-on déduire de ce qui s'est passé ce mois-ci et d'abord que devons-nous redouter? La guerre sous-marine, sans grands résultats en principe, et en tous cas les énormes pertes de tonnage, ont très vivement inquiété l'armement. <box>289 952 513 1006</box>
column-3 <box>526 150 759 2075</box>
paragraph: Poireaux de 6 à 8 fr.; carottes de 0,75 à 0,80; radis 0,50 fr. les 12 bottes. <box>770 387 994 409</box>
section-heading: GRAINS ET FARINES <box>60 150 261 167</box>
section-heading: SAVONS <box>1011 407 1235 422</box>
continued-text-lines <box>49 1347 273 2075</box>
paragraph: Cornes. — Buffles pesant 100 pièces ; Levant 120 à 125 fr. les 100 pièces. Mayotte, 10 fr. ; cornes de bœuf, 28 fr. ; 50 ; moutons, 19 à 20 ; sabots 6 fr. ; ongles 22 à 23 ; cornill. bœuf, 0,50 à 1. <box>1251 633 1476 676</box>
advertisement: PAQUELET (maison Moussier), courtier, Lyon, 5, rue de la Barre, à Lyon. <box>530 228 754 257</box>
paragraph: Orthez, 20 février. — On cote : pommes de terre early, 22 à 24 fr.; Beauvais, 14 à 16 fr. l'hectolitre. <box>530 779 754 801</box>
paragraph: Toujours même situation dans notre région. <box>59 1298 248 1309</box>
paragraph: On sait que la Sibérie possède les plus riches ressources de bois du monde entier, aussi bien en bois dur qu'en bois tendre. <box>1251 1055 1476 1087</box>
